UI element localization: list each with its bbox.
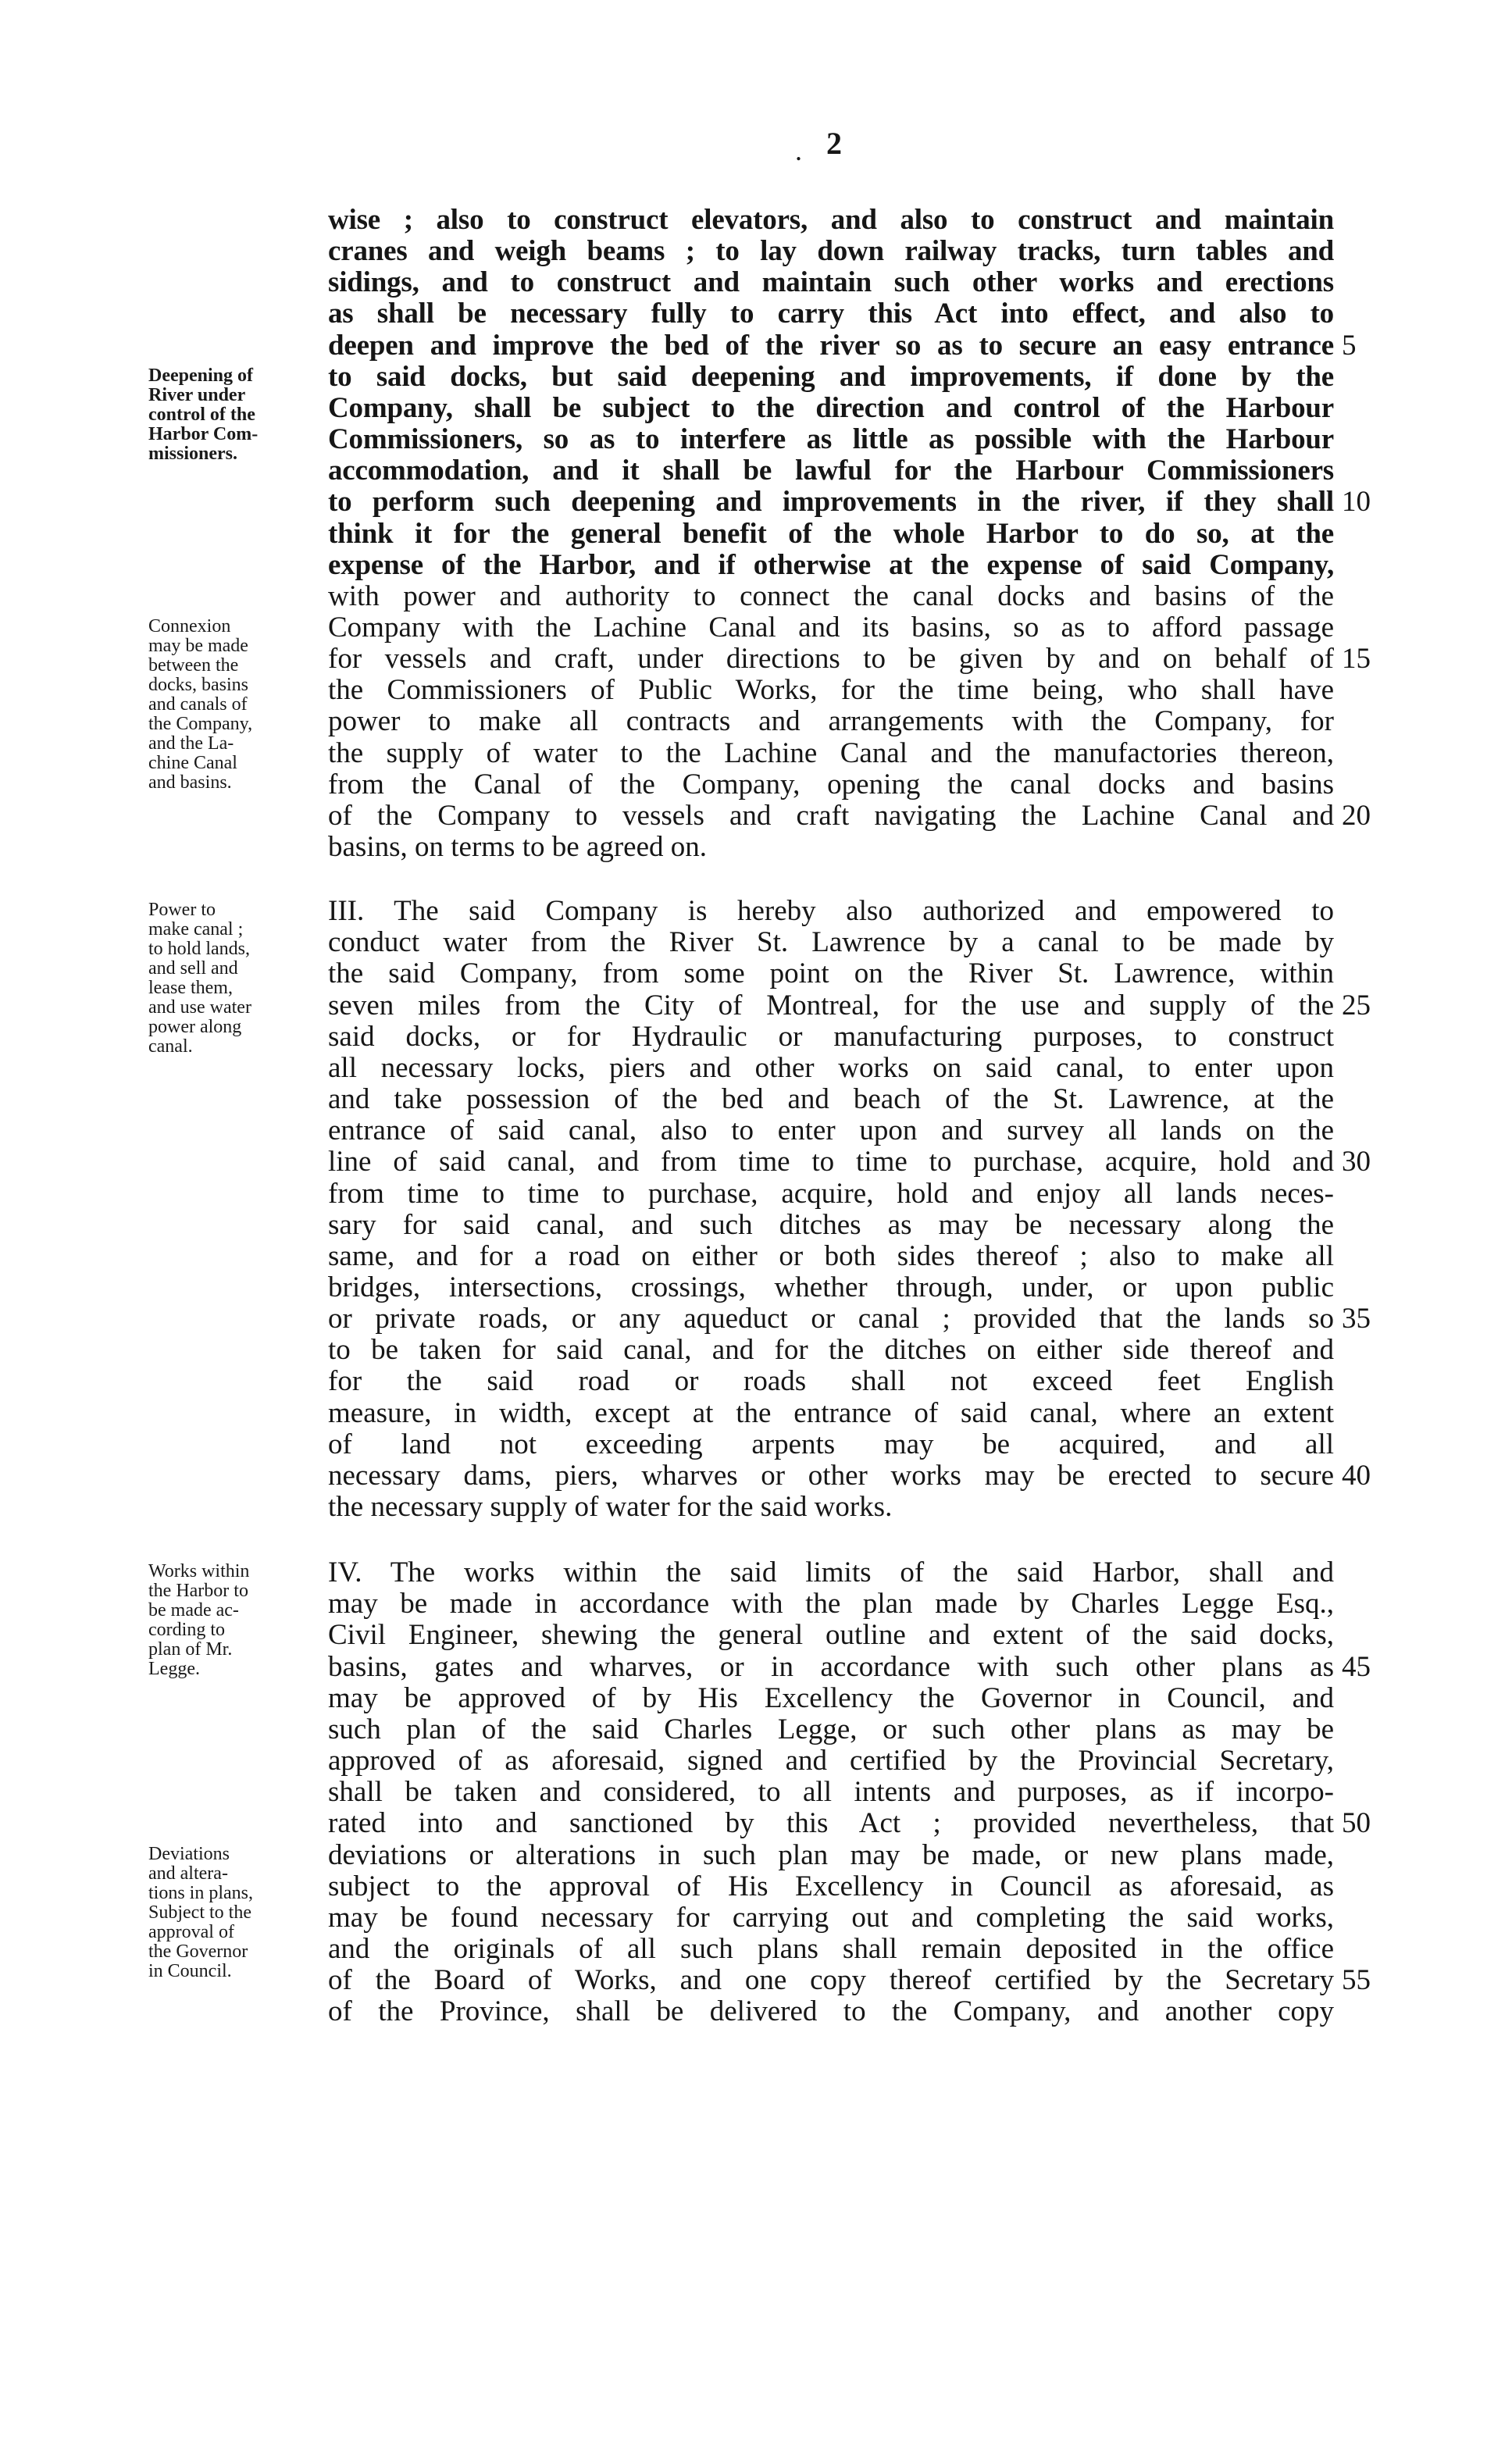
margin-note-line: Subject to the [148,1902,251,1923]
line-number: 35 [1342,1303,1371,1335]
body-line: deviations or alterations in such plan may be made, or new plans made, [328,1838,1334,1871]
body-line: III. The said Company is hereby also authorized and empowered to [328,895,1334,928]
body-line: sidings, and to construct and maintain such other works and erections [328,266,1334,299]
margin-note-line: lease them, [148,978,233,999]
margin-note-line: Deviations [148,1843,230,1864]
body-line: Company with the Lachine Canal and its basins, so as to afford passage [328,611,1334,644]
body-line: and take possession of the bed and beach of the St. Lawrence, at the [328,1083,1334,1116]
body-line: wise ; also to construct elevators, and also to construct and maintain [328,204,1334,236]
margin-note-line: canal. [148,1036,193,1057]
body-line: conduct water from the River St. Lawrence by a canal to be made by [328,926,1334,959]
body-line: IV. The works within the said limits of the said Harbor, shall and [328,1556,1334,1589]
body-line: said docks, or for Hydraulic or manufacturing purposes, to construct [328,1020,1334,1053]
body-line: shall be taken and considered, to all intents and purposes, as if incorpo- [328,1776,1334,1809]
margin-note-line: and canals of [148,694,248,715]
margin-note-line: Deepening of [148,365,253,386]
margin-note [148,900,328,1057]
margin-note-line: make canal ; [148,919,244,940]
body-line: necessary dams, piers, wharves or other works may be erected to secure [328,1459,1334,1492]
line-number: 10 [1342,486,1371,519]
page-dot-mark: . [795,135,802,166]
margin-note-line: the Governor [148,1941,248,1962]
body-line: deepen and improve the bed of the river so as to secure an easy entrance [328,329,1334,362]
body-line: subject to the approval of His Excellency in Council as aforesaid, as [328,1870,1334,1902]
margin-note-line: and sell and [148,958,238,979]
body-line: from time to time to purchase, acquire, hold and enjoy all lands neces- [328,1177,1334,1210]
body-line: of the Province, shall be delivered to the Company, and another copy [328,1995,1334,2028]
body-line: accommodation, and it shall be lawful for the Harbour Commissioners [328,455,1334,487]
margin-note-line: Connexion [148,615,231,636]
body-line: the supply of water to the Lachine Canal and the manufactories thereon, [328,736,1334,769]
body-line: or private roads, or any aqueduct or canal ; provided that the lands so [328,1303,1334,1335]
margin-note-line: River under [148,384,246,405]
line-number: 15 [1342,643,1371,676]
line-number: 55 [1342,1964,1371,1997]
body-line: to be taken for said canal, and for the ditches on either side thereof and [328,1334,1334,1367]
margin-note-line: control of the [148,404,255,425]
body-line: the said Company, from some point on the River St. Lawrence, within [328,957,1334,990]
margin-note [148,1562,328,1679]
margin-note-line: power along [148,1017,242,1038]
margin-note-line: between the [148,654,239,676]
body-line: Company, shall be subject to the direction and control of the Harbour [328,391,1334,424]
body-line: seven miles from the City of Montreal, for the use and supply of the [328,989,1334,1022]
body-line: from the Canal of the Company, opening the canal docks and basins [328,768,1334,800]
body-line: all necessary locks, piers and other works on said canal, to enter upon [328,1051,1334,1084]
body-line: entrance of said canal, also to enter upon and survey all lands on the [328,1114,1334,1147]
margin-note-line: plan of Mr. [148,1639,233,1660]
body-line: as shall be necessary fully to carry this Act into effect, and also to [328,298,1334,330]
margin-note-line: and altera- [148,1863,228,1884]
body-line: power to make all contracts and arrangements with the Company, for [328,705,1334,738]
margin-note-line: cording to [148,1620,225,1641]
body-line: such plan of the said Charles Legge, or such other plans as may be [328,1713,1334,1745]
body-line: for the said road or roads shall not exceed feet English [328,1365,1334,1398]
body-line: approved of as aforesaid, signed and certified by the Provincial Secretary, [328,1745,1334,1777]
body-line: expense of the Harbor, and if otherwise at the expense of said Company, [328,548,1334,581]
margin-note-line: tions in plans, [148,1882,254,1903]
margin-note [148,617,328,793]
margin-note [148,366,328,464]
body-line: with power and authority to connect the canal docks and basins of the [328,579,1334,612]
margin-note-line: may be made [148,635,248,656]
line-number: 40 [1342,1459,1371,1492]
body-line: may be found necessary for carrying out and completing the said works, [328,1901,1334,1934]
line-number: 30 [1342,1146,1371,1178]
margin-note-line: in Council. [148,1960,232,1981]
body-line: may be approved of by His Excellency the Governor in Council, and [328,1681,1334,1714]
body-line: same, and for a road on either or both sides thereof ; also to make all [328,1239,1334,1272]
margin-note-line: docks, basins [148,674,248,695]
body-line: sary for said canal, and such ditches as may be necessary along the [328,1208,1334,1241]
body-line: may be made in accordance with the plan made by Charles Legge Esq., [328,1588,1334,1621]
body-line: for vessels and craft, under directions to be given by and on behalf of [328,643,1334,676]
margin-note-line: Harbor Com- [148,423,259,444]
margin-note-line: and basins. [148,772,232,793]
margin-note-line: the Harbor to [148,1581,248,1602]
body-line: cranes and weigh beams ; to lay down railway tracks, turn tables and [328,235,1334,268]
margin-note-line: Works within [148,1561,250,1582]
body-line: of the Board of Works, and one copy thereof certified by the Secretary [328,1964,1334,1997]
body-line: to perform such deepening and improvements in the river, if they shall [328,486,1334,519]
body-line: to said docks, but said deepening and improvements, if done by the [328,360,1334,393]
body-line: the necessary supply of water for the said works. [328,1491,893,1523]
page-number: 2 [826,126,842,161]
margin-note [148,1845,328,1981]
line-number: 50 [1342,1807,1371,1840]
body-line: think it for the general benefit of the whole Harbor to do so, at the [328,517,1334,550]
body-line: Civil Engineer, shewing the general outline and extent of the said docks, [328,1619,1334,1652]
margin-note-line: and the La- [148,733,234,754]
line-number: 25 [1342,989,1371,1022]
body-line: basins, gates and wharves, or in accordance with such other plans as [328,1650,1334,1683]
margin-note-line: the Company, [148,713,253,734]
margin-note-line: chine Canal [148,752,237,773]
margin-note-line: Power to [148,900,216,921]
margin-note-line: be made ac- [148,1600,239,1621]
body-line: the Commissioners of Public Works, for the time being, who shall have [328,674,1334,707]
body-line: Commissioners, so as to interfere as little as possible with the Harbour [328,423,1334,456]
margin-note-line: and use water [148,997,251,1018]
body-line: rated into and sanctioned by this Act ; provided nevertheless, that [328,1807,1334,1840]
line-number: 45 [1342,1650,1371,1683]
line-number: 20 [1342,799,1371,832]
body-line: of the Company to vessels and craft navigating the Lachine Canal and [328,799,1334,832]
body-line: basins, on terms to be agreed on. [328,831,707,863]
margin-note-line: approval of [148,1921,234,1942]
body-line: bridges, intersections, crossings, whether through, under, or upon public [328,1271,1334,1303]
margin-note-line: Legge. [148,1659,200,1680]
body-line: line of said canal, and from time to time to purchase, acquire, hold and [328,1146,1334,1178]
body-line: and the originals of all such plans shall remain deposited in the office [328,1932,1334,1965]
body-line: of land not exceeding arpents may be acquired, and all [328,1428,1334,1460]
line-number: 5 [1342,329,1357,362]
margin-note-line: missioners. [148,443,237,464]
margin-note-line: to hold lands, [148,939,250,960]
body-line: measure, in width, except at the entrance of said canal, where an extent [328,1396,1334,1429]
